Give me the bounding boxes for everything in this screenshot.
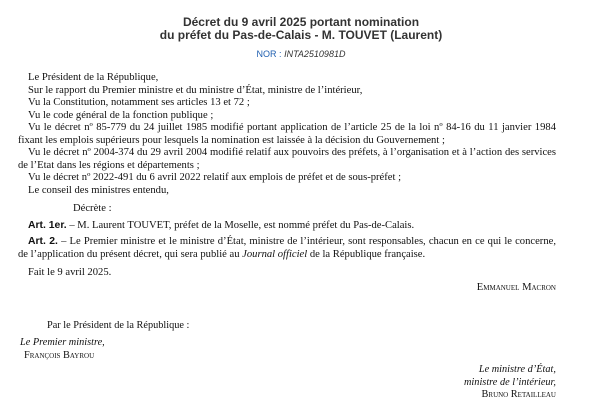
ministre-title-1: Le ministre d’État, <box>478 364 556 375</box>
article-2-label: Art. 2. <box>28 236 58 247</box>
preamble-decret-1985: Vu le décret nº 85-779 du 24 juillet 1985 modifié portant application de l’article 25 de la loi nº 84-16 du 11 janvier 1984 fixant les emplois supérieurs pour lesquels la nomination est laissée à la décision du Gouvernement ; <box>18 122 556 146</box>
premier-ministre-block <box>20 337 105 362</box>
title-line-2: du préfet du Pas-de-Calais - M. TOUVET (Laurent) <box>159 28 443 42</box>
title-line-1: Décret du 9 avril 2025 portant nomination <box>182 15 420 29</box>
preamble-president: Le Président de la République, <box>28 72 159 83</box>
preamble-constitution: Vu la Constitution, notamment ses articles 13 et 72 ; <box>28 97 250 108</box>
article-2-text-b: de la République française. <box>307 248 426 260</box>
president-signature: Emmanuel Macron <box>476 281 556 293</box>
nor-reference <box>0 49 602 59</box>
fait-date: Fait le 9 avril 2025. <box>28 267 112 278</box>
preamble-code: Vu le code général de la fonction publique ; <box>28 109 214 121</box>
article-2-text-a: – Le Premier ministre et le ministre d’État, ministre de l’intérieur, sont responsables, chacun en ce qui le concerne, de l’application du présent décret, qui sera publié au <box>18 236 556 260</box>
par-le-president: Par le Président de la République : <box>47 320 190 331</box>
nor-code: INTA2510981D <box>284 49 346 59</box>
nor-label: NOR : <box>256 49 282 59</box>
journal-officiel: Journal officiel <box>242 248 308 260</box>
article-2 <box>18 236 556 261</box>
premier-ministre-name: François Bayrou <box>24 349 95 361</box>
article-1-text: – M. Laurent TOUVET, préfet de la Moselle, est nommé préfet du Pas-de-Calais. <box>66 219 415 231</box>
preamble-rapport: Sur le rapport du Premier ministre et du ministre d’État, ministre de l’intérieur, <box>28 84 363 96</box>
preamble-decret-2004: Vu le décret nº 2004-374 du 29 avril 2004 modifié relatif aux pouvoirs des préfets, à l’organisation et à l’action des services de l’Etat dans les régions et départements ; <box>18 147 556 171</box>
decree-body <box>18 72 556 294</box>
ministre-title-2: ministre de l’intérieur, <box>464 376 556 388</box>
ministre-name: Bruno Retailleau <box>481 389 556 400</box>
decree-title <box>0 16 602 42</box>
preamble-conseil: Le conseil des ministres entendu, <box>28 184 169 196</box>
ministre-interieur-block <box>464 364 556 402</box>
article-1-label: Art. 1er. <box>28 219 67 231</box>
premier-ministre-title: Le Premier ministre, <box>20 337 105 348</box>
article-1 <box>18 220 556 233</box>
decrete-heading: Décrète : <box>73 203 112 214</box>
preamble-decret-2022: Vu le décret nº 2022-491 du 6 avril 2022 relatif aux emplois de préfet et de sous-préfet ; <box>28 172 402 183</box>
